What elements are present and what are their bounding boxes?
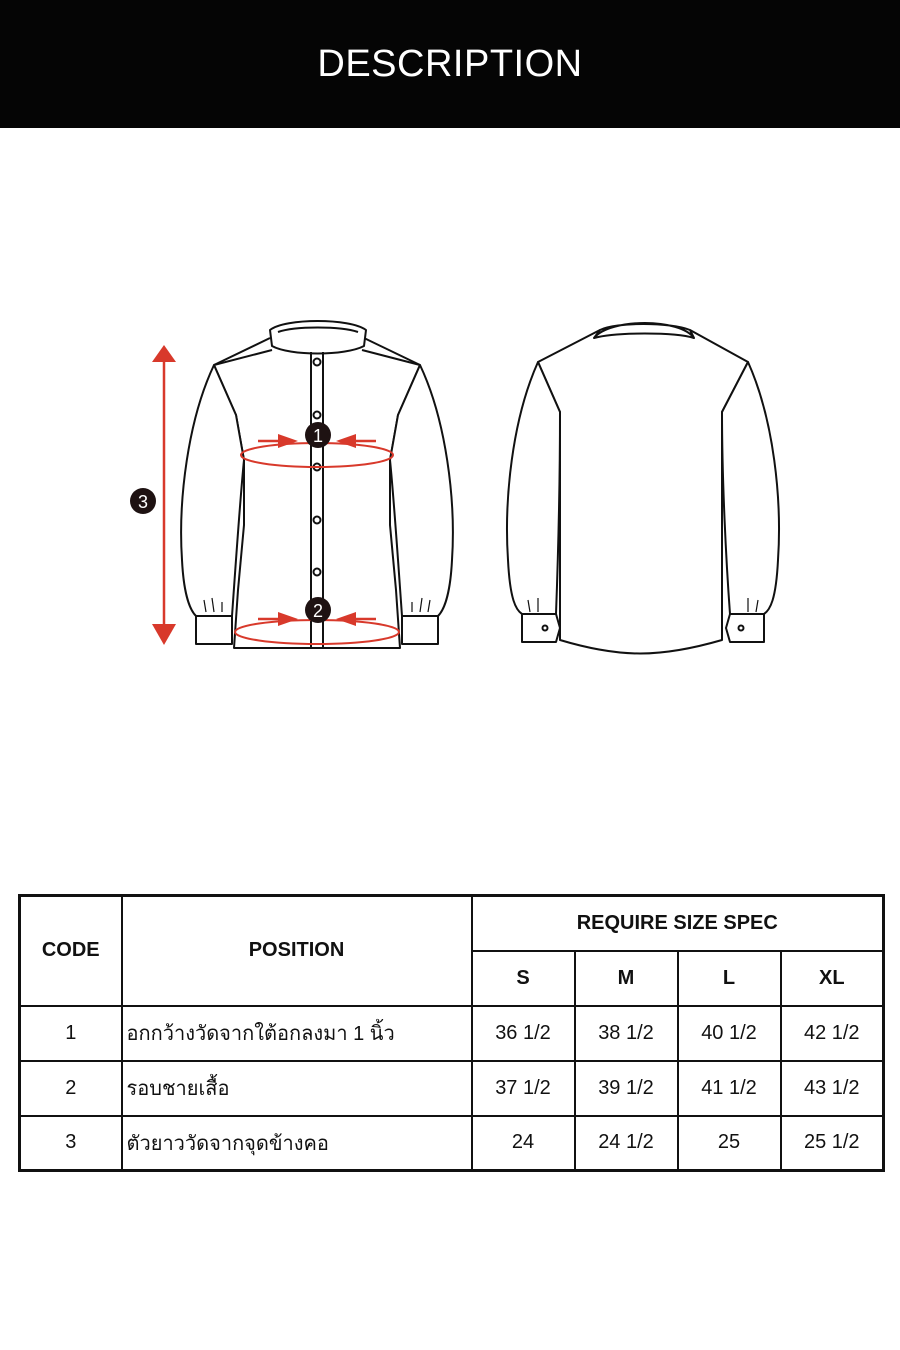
row-value-l: 40 1/2: [678, 1006, 781, 1061]
size-header-l: L: [678, 951, 781, 1006]
row-code: 2: [20, 1061, 122, 1116]
row-value-s: 36 1/2: [472, 1006, 575, 1061]
position-header: POSITION: [122, 896, 472, 1006]
shirt-back-drawing: [507, 323, 779, 654]
row-value-l: 25: [678, 1116, 781, 1171]
shirt-illustration: [0, 300, 900, 670]
row-value-m: 38 1/2: [575, 1006, 678, 1061]
row-value-xl: 25 1/2: [781, 1116, 884, 1171]
page-title: DESCRIPTION: [317, 42, 583, 85]
marker-3: [130, 488, 156, 514]
row-value-xl: 42 1/2: [781, 1006, 884, 1061]
row-value-l: 41 1/2: [678, 1061, 781, 1116]
marker-1: [305, 422, 331, 448]
size-header-xl: XL: [781, 951, 884, 1006]
length-arrow: [152, 345, 176, 645]
svg-text:1: 1: [312, 426, 324, 446]
table-row: [20, 1006, 884, 1061]
row-position: ตัวยาววัดจากจุดข้างคอ: [122, 1116, 472, 1171]
row-value-m: 39 1/2: [575, 1061, 678, 1116]
spec-header: REQUIRE SIZE SPEC: [472, 896, 884, 951]
svg-text:3: 3: [137, 492, 149, 512]
row-position: รอบชายเสื้อ: [122, 1061, 472, 1116]
header-bar: [0, 0, 900, 128]
table-row: [20, 1061, 884, 1116]
row-value-s: 37 1/2: [472, 1061, 575, 1116]
svg-text:2: 2: [312, 601, 324, 621]
size-spec-table: [18, 894, 885, 1172]
size-header-m: M: [575, 951, 678, 1006]
size-header-s: S: [472, 951, 575, 1006]
row-value-s: 24: [472, 1116, 575, 1171]
row-value-m: 24 1/2: [575, 1116, 678, 1171]
marker-2: [305, 597, 331, 623]
row-code: 1: [20, 1006, 122, 1061]
row-position: อกกว้างวัดจากใต้อกลงมา 1 นิ้ว: [122, 1006, 472, 1061]
row-value-xl: 43 1/2: [781, 1061, 884, 1116]
code-header: CODE: [20, 896, 122, 1006]
table-row: [20, 1116, 884, 1171]
row-code: 3: [20, 1116, 122, 1171]
